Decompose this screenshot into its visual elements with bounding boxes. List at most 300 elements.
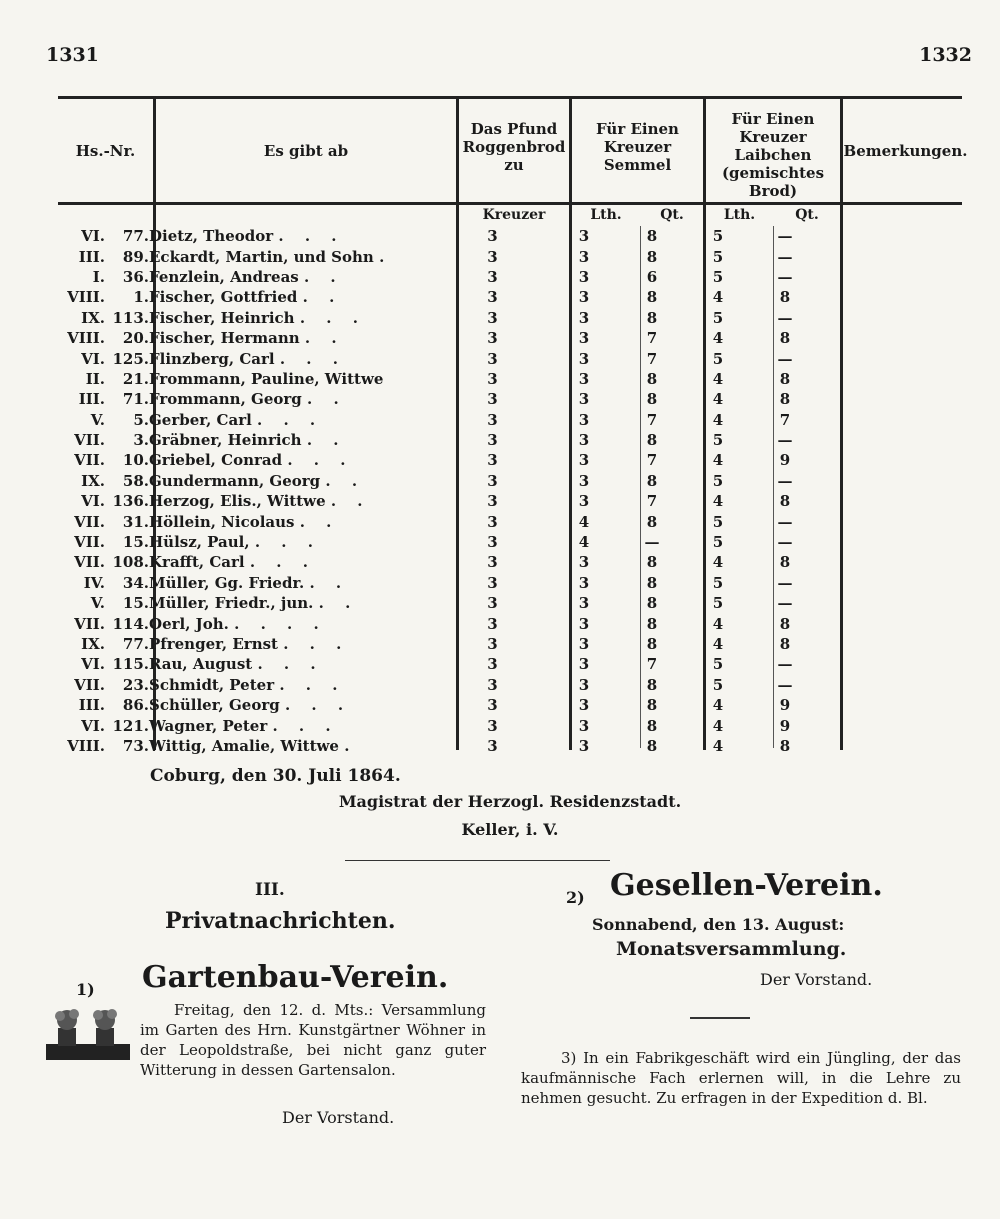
row-district: IX. [81, 308, 105, 327]
row-mixed-qt: — [777, 533, 793, 552]
table-row [40, 389, 818, 409]
leader-dots: . . . [257, 410, 324, 429]
column-divider [840, 98, 843, 750]
row-semmel-lth: 3 [578, 573, 590, 592]
leader-dots: . . [303, 267, 344, 286]
row-mixed-lth: 4 [712, 614, 724, 633]
row-mixed-lth: 4 [712, 288, 724, 307]
row-name-text: Griebel, Conrad [149, 451, 283, 470]
row-rye-price: 3 [487, 451, 498, 470]
table-row [40, 552, 818, 572]
row-house-number: 34. [122, 573, 149, 592]
table-row [40, 736, 818, 756]
table-row [40, 246, 818, 266]
row-mixed-qt: — [777, 675, 793, 694]
table-row [40, 430, 818, 450]
separator-rule [345, 860, 610, 861]
page-number-right: 1332 [919, 44, 972, 66]
row-semmel-qt: 7 [646, 329, 658, 348]
row-house-number: 121. [112, 716, 149, 735]
row-house-number: 23. [122, 675, 149, 694]
row-district: VII. [74, 533, 105, 552]
row-mixed-qt: — [777, 349, 793, 368]
row-semmel-qt: 8 [646, 288, 658, 307]
row-district: VIII. [67, 288, 105, 307]
header-name: Es gibt ab [263, 142, 349, 160]
row-district: VII. [74, 512, 105, 531]
row-district: II. [85, 369, 105, 388]
row-semmel-lth: 3 [578, 390, 590, 409]
row-semmel-qt: 8 [646, 553, 658, 572]
row-mixed-lth: 5 [712, 573, 724, 592]
row-name [149, 613, 437, 633]
unit-kreuzer: Kreuzer [482, 207, 546, 223]
row-mixed-lth: 4 [712, 696, 724, 715]
row-name [149, 634, 437, 654]
row-rye-price: 3 [487, 308, 498, 327]
ad3-text: 3) In ein Fabrikgeschäft wird ein Jüngling, der das kaufmännische Fach erlernen will, in die Lehre zu nehmen gesucht. Zu erfragen in der Expedition d. Bl. [521, 1049, 961, 1107]
row-mixed-qt: 8 [779, 553, 791, 572]
row-semmel-qt: 8 [646, 471, 658, 490]
row-mixed-lth: 5 [712, 247, 724, 266]
row-district: VI. [81, 227, 105, 246]
row-mixed-qt: — [777, 573, 793, 592]
unit-semmel-lth: Lth. [590, 207, 622, 223]
row-rye-price: 3 [487, 329, 498, 348]
leader-dots: . . . . [234, 614, 327, 633]
row-name [149, 430, 437, 450]
bread-price-table [40, 226, 818, 756]
row-name-text: Fischer, Gottfried [149, 288, 298, 307]
row-semmel-qt: 8 [646, 614, 658, 633]
row-name [149, 471, 437, 491]
table-row [40, 695, 818, 715]
table-row [40, 267, 818, 287]
page-number-left: 1331 [46, 44, 99, 66]
table-row [40, 613, 818, 633]
row-mixed-qt: 8 [779, 390, 791, 409]
row-rye-price: 3 [487, 594, 498, 613]
row-mixed-qt: 9 [779, 716, 791, 735]
row-name [149, 675, 437, 695]
table-row [40, 511, 818, 531]
row-semmel-qt: 8 [646, 696, 658, 715]
row-name [149, 450, 437, 470]
row-semmel-lth: 3 [578, 675, 590, 694]
place-date: Coburg, den 30. Juli 1864. [150, 766, 401, 786]
row-district: V. [90, 594, 105, 613]
ad2-sign: Der Vorstand. [760, 970, 873, 989]
table-row [40, 532, 818, 552]
leader-dots: . . . [272, 716, 339, 735]
row-rye-price: 3 [487, 655, 498, 674]
row-rye-price: 3 [487, 716, 498, 735]
row-district: VIII. [67, 736, 105, 755]
leader-dots: . . [325, 471, 366, 490]
row-mixed-lth: 4 [712, 553, 724, 572]
section-title: Privatnachrichten. [165, 908, 396, 934]
row-name [149, 369, 437, 389]
row-rye-price: 3 [487, 471, 498, 490]
table-row [40, 287, 818, 307]
row-semmel-qt: 8 [646, 675, 658, 694]
row-mixed-lth: 5 [712, 594, 724, 613]
row-name [149, 511, 437, 531]
leader-dots: . . [307, 390, 347, 409]
table-row [40, 410, 818, 430]
row-semmel-lth: 3 [578, 369, 590, 388]
row-name [149, 695, 437, 715]
row-semmel-lth: 3 [578, 716, 590, 735]
table-row [40, 715, 818, 735]
row-semmel-lth: 3 [578, 696, 590, 715]
row-mixed-lth: 5 [712, 471, 724, 490]
row-name [149, 226, 437, 246]
row-rye-price: 3 [487, 410, 498, 429]
row-semmel-qt: 7 [646, 349, 658, 368]
row-semmel-lth: 3 [578, 736, 590, 755]
row-mixed-lth: 4 [712, 716, 724, 735]
row-mixed-qt: — [777, 655, 793, 674]
table-top-rule [58, 96, 962, 99]
row-name-text: Fenzlein, Andreas [149, 267, 299, 286]
unit-semmel-qt: Qt. [660, 207, 684, 223]
row-rye-price: 3 [487, 288, 498, 307]
row-mixed-qt: — [777, 227, 793, 246]
row-district: IV. [83, 573, 105, 592]
row-name [149, 573, 437, 593]
row-semmel-lth: 3 [578, 308, 590, 327]
row-mixed-lth: 4 [712, 410, 724, 429]
row-rye-price: 3 [487, 736, 498, 755]
row-name-text: Höllein, Nicolaus [149, 512, 295, 531]
row-rye-price: 3 [487, 349, 498, 368]
row-mixed-qt: 8 [779, 329, 791, 348]
leader-dots: . . [299, 512, 340, 531]
leader-dots: . . [302, 288, 343, 307]
row-mixed-lth: 5 [712, 227, 724, 246]
header-mixed-bread: Für Einen Kreuzer Laibchen (gemischtes Brod) [721, 110, 825, 200]
row-district: I. [92, 267, 105, 286]
row-district: VII. [74, 614, 105, 633]
row-name-text: Dietz, Theodor [149, 227, 274, 246]
ad1-index: 1) [76, 980, 95, 999]
row-semmel-lth: 3 [578, 288, 590, 307]
table-row [40, 369, 818, 389]
row-semmel-lth: 3 [578, 594, 590, 613]
ad2-date: Sonnabend, den 13. August: [592, 915, 845, 934]
row-name [149, 348, 437, 368]
separator-rule [690, 1017, 750, 1019]
header-rye-bread: Das Pfund Roggenbrod zu [462, 120, 566, 174]
row-rye-price: 3 [487, 675, 498, 694]
row-district: III. [78, 696, 105, 715]
section-number: III. [255, 880, 285, 900]
row-house-number: 1. [133, 288, 149, 307]
row-district: III. [78, 247, 105, 266]
row-mixed-lth: 5 [712, 267, 724, 286]
row-rye-price: 3 [487, 573, 498, 592]
row-semmel-qt: 8 [646, 369, 658, 388]
row-semmel-lth: 4 [578, 533, 590, 552]
row-mixed-lth: 5 [712, 431, 724, 450]
ad1-title: Gartenbau-Verein. [142, 960, 449, 995]
row-district: VI. [81, 349, 105, 368]
leader-dots: . . . [278, 227, 345, 246]
row-mixed-lth: 5 [712, 349, 724, 368]
authority: Magistrat der Herzogl. Residenzstadt. [338, 792, 682, 811]
row-name-text: Gerber, Carl [149, 410, 252, 429]
row-name-text: Schmidt, Peter [149, 675, 275, 694]
row-semmel-lth: 3 [578, 267, 590, 286]
row-mixed-qt: — [777, 471, 793, 490]
row-name-text: Gundermann, Georg [149, 471, 321, 490]
leader-dots: . . . [299, 308, 366, 327]
row-semmel-lth: 3 [578, 451, 590, 470]
row-name [149, 267, 437, 287]
row-house-number: 5. [133, 410, 149, 429]
row-mixed-lth: 5 [712, 308, 724, 327]
row-semmel-lth: 3 [578, 635, 590, 653]
row-district: IX. [81, 471, 105, 490]
row-name-text: Frommann, Pauline, Wittwe [149, 369, 384, 388]
leader-dots: . . [306, 431, 347, 450]
row-rye-price: 3 [487, 247, 498, 266]
row-name-text: Frommann, Georg [149, 390, 302, 409]
row-rye-price: 3 [487, 635, 498, 653]
row-semmel-lth: 3 [578, 410, 590, 429]
row-house-number: 89. [122, 247, 149, 266]
row-mixed-lth: 5 [712, 512, 724, 531]
table-row [40, 308, 818, 328]
row-house-number: 21. [122, 369, 149, 388]
header-semmel: Für Einen Kreuzer Semmel [596, 120, 679, 174]
table-row [40, 634, 818, 654]
row-rye-price: 3 [487, 492, 498, 511]
row-mixed-qt: 8 [779, 736, 791, 755]
row-name-text: Eckardt, Martin, und Sohn [149, 247, 374, 266]
row-mixed-lth: 4 [712, 492, 724, 511]
row-rye-price: 3 [487, 227, 498, 246]
row-mixed-qt: 8 [779, 492, 791, 511]
row-name-text: Müller, Gg. Friedr. [149, 573, 305, 592]
row-semmel-lth: 3 [578, 227, 590, 246]
table-row [40, 471, 818, 491]
row-house-number: 20. [122, 329, 149, 348]
header-remarks: Bemerkungen. [843, 142, 968, 160]
table-row [40, 593, 818, 613]
row-semmel-qt: 6 [646, 267, 658, 286]
row-semmel-qt: 8 [646, 594, 658, 613]
row-name-text: Flinzberg, Carl [149, 349, 275, 368]
row-mixed-qt: — [777, 247, 793, 266]
row-house-number: 77. [122, 635, 149, 653]
table-row [40, 348, 818, 368]
unit-mixed-qt: Qt. [795, 207, 819, 223]
leader-dots: . . . [254, 533, 321, 552]
row-semmel-qt: — [644, 533, 660, 552]
ad2-event: Monatsversammlung. [616, 938, 847, 960]
row-name [149, 715, 437, 735]
row-semmel-lth: 3 [578, 614, 590, 633]
row-house-number: 71. [122, 390, 149, 409]
row-house-number: 136. [112, 492, 149, 511]
leader-dots: . . [304, 329, 345, 348]
row-semmel-qt: 8 [646, 227, 658, 246]
row-mixed-lth: 4 [712, 736, 724, 755]
row-semmel-lth: 3 [578, 247, 590, 266]
row-district: VI. [81, 492, 105, 511]
row-name-text: Herzog, Elis., Wittwe [149, 492, 326, 511]
row-semmel-qt: 7 [646, 410, 658, 429]
row-semmel-qt: 7 [646, 492, 658, 511]
row-house-number: 86. [122, 696, 149, 715]
ad2-index: 2) [566, 888, 585, 907]
row-semmel-qt: 8 [646, 390, 658, 409]
row-house-number: 115. [112, 655, 149, 674]
row-rye-price: 3 [487, 431, 498, 450]
row-name-text: Oerl, Joh. [149, 614, 229, 633]
row-district: IX. [81, 635, 105, 653]
row-mixed-lth: 4 [712, 635, 724, 653]
row-name [149, 532, 437, 552]
row-district: VIII. [67, 329, 105, 348]
leader-dots: . . . [283, 635, 350, 653]
row-rye-price: 3 [487, 390, 498, 409]
leader-dots: . . . [279, 675, 346, 694]
row-name-text: Fischer, Heinrich [149, 308, 295, 327]
leader-dots: . . . [279, 349, 346, 368]
row-name-text: Gräbner, Heinrich [149, 431, 302, 450]
row-name [149, 246, 437, 266]
table-row [40, 450, 818, 470]
row-house-number: 73. [122, 736, 149, 755]
row-rye-price: 3 [487, 696, 498, 715]
table-row [40, 328, 818, 348]
row-semmel-qt: 8 [646, 635, 658, 653]
row-mixed-qt: 8 [779, 635, 791, 653]
row-district: VI. [81, 655, 105, 674]
row-house-number: 114. [112, 614, 149, 633]
row-name [149, 552, 437, 572]
row-name [149, 308, 437, 328]
leader-dots: . . [330, 492, 371, 511]
row-mixed-qt: 8 [779, 614, 791, 633]
row-mixed-lth: 5 [712, 655, 724, 674]
row-district: VII. [74, 553, 105, 572]
row-mixed-qt: 8 [779, 369, 791, 388]
row-semmel-qt: 8 [646, 736, 658, 755]
row-name [149, 593, 437, 613]
row-mixed-qt: — [777, 512, 793, 531]
row-semmel-lth: 3 [578, 655, 590, 674]
row-house-number: 15. [122, 594, 149, 613]
table-row [40, 226, 818, 246]
row-district: VII. [74, 451, 105, 470]
leader-dots: . . [309, 573, 350, 592]
row-mixed-lth: 4 [712, 451, 724, 470]
table-header-rule [58, 202, 962, 205]
row-rye-price: 3 [487, 512, 498, 531]
row-semmel-qt: 8 [646, 512, 658, 531]
row-district: VII. [74, 431, 105, 450]
row-semmel-lth: 3 [578, 431, 590, 450]
row-house-number: 10. [122, 451, 149, 470]
row-rye-price: 3 [487, 614, 498, 633]
row-mixed-qt: 9 [779, 451, 791, 470]
table-row [40, 675, 818, 695]
leader-dots: . [344, 736, 358, 755]
row-rye-price: 3 [487, 533, 498, 552]
row-name-text: Wagner, Peter [149, 716, 268, 735]
row-name [149, 736, 437, 756]
leader-dots: . . [318, 594, 359, 613]
row-name-text: Hülsz, Paul, [149, 533, 250, 552]
row-mixed-lth: 4 [712, 369, 724, 388]
row-semmel-lth: 3 [578, 492, 590, 511]
row-rye-price: 3 [487, 553, 498, 572]
row-name [149, 410, 437, 430]
leader-dots: . [379, 247, 393, 266]
row-district: III. [78, 390, 105, 409]
row-name-text: Wittig, Amalie, Wittwe [149, 736, 339, 755]
row-mixed-qt: 9 [779, 696, 791, 715]
row-name [149, 389, 437, 409]
ad2-title: Gesellen-Verein. [610, 868, 883, 903]
row-semmel-qt: 7 [646, 451, 658, 470]
row-house-number: 58. [122, 471, 149, 490]
row-semmel-qt: 8 [646, 716, 658, 735]
row-name-text: Müller, Friedr., jun. [149, 594, 314, 613]
row-house-number: 113. [112, 308, 149, 327]
header-district: Hs.-Nr. [75, 142, 136, 160]
row-mixed-qt: — [777, 308, 793, 327]
row-house-number: 15. [122, 533, 149, 552]
row-name [149, 654, 437, 674]
row-name-text: Fischer, Hermann [149, 329, 300, 348]
row-mixed-qt: — [777, 594, 793, 613]
ad1-sign: Der Vorstand. [282, 1108, 395, 1127]
row-mixed-lth: 4 [712, 329, 724, 348]
row-name [149, 287, 437, 307]
row-house-number: 77. [122, 227, 149, 246]
row-semmel-lth: 4 [578, 512, 590, 531]
row-district: V. [90, 410, 105, 429]
row-semmel-qt: 8 [646, 573, 658, 592]
row-mixed-qt: 7 [779, 410, 791, 429]
row-house-number: 31. [122, 512, 149, 531]
leader-dots: . . . [284, 696, 352, 715]
row-name-text: Pfrenger, Ernst [149, 635, 278, 653]
row-semmel-lth: 3 [578, 349, 590, 368]
row-semmel-lth: 3 [578, 471, 590, 490]
row-name-text: Rau, August [149, 655, 253, 674]
row-mixed-qt: — [777, 431, 793, 450]
row-mixed-lth: 4 [712, 390, 724, 409]
row-mixed-lth: 5 [712, 533, 724, 552]
row-name-text: Krafft, Carl [149, 553, 245, 572]
row-rye-price: 3 [487, 369, 498, 388]
table-row [40, 491, 818, 511]
table-row [40, 573, 818, 593]
row-mixed-lth: 5 [712, 675, 724, 694]
row-house-number: 108. [112, 553, 149, 572]
row-name [149, 328, 437, 348]
row-house-number: 36. [122, 267, 149, 286]
row-semmel-qt: 8 [646, 308, 658, 327]
leader-dots: . . . [257, 655, 324, 674]
row-mixed-qt: 8 [779, 288, 791, 307]
